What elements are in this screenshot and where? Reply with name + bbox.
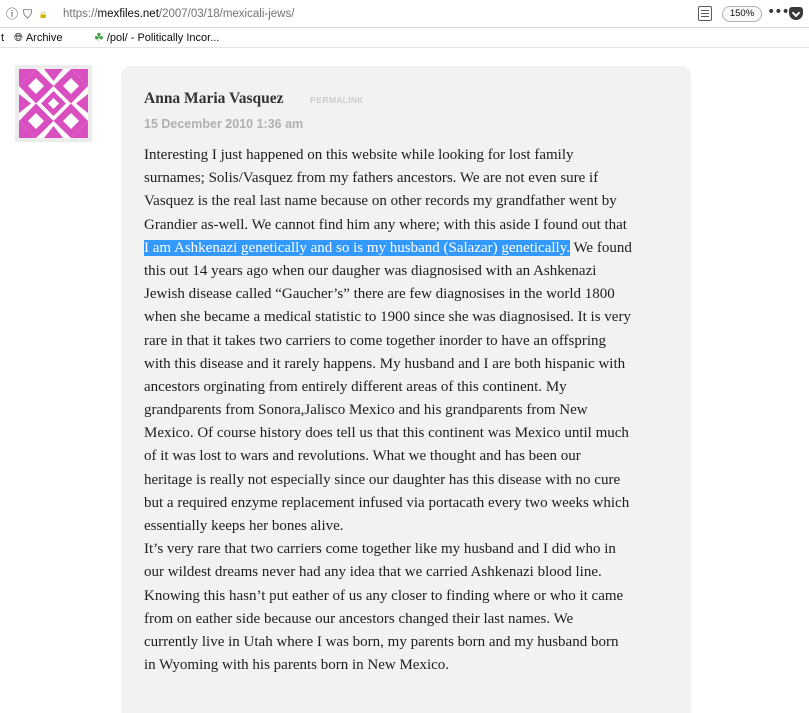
comment-line-highlighted [144, 237, 684, 260]
lock-warning-icon[interactable]: 🔒︎ [40, 7, 47, 21]
comment-line: of it was lost to wars and revolutions. What we thought and has been our [144, 448, 581, 465]
comment-line: this out 14 years ago when our daugher was diagnosised with an Ashkenazi [144, 262, 597, 279]
comment-line: with this disease and it rarely happens. My husband and I are both hispanic with [144, 355, 626, 372]
bookmark-item[interactable]: t [1, 32, 5, 44]
comment-line: from on eather side because our ancestors changed their last names. We [144, 610, 574, 627]
comment-line: It’s very rare that two carriers come together like my husband and I did who in [144, 541, 616, 558]
comment-body [144, 144, 684, 677]
url-text[interactable]: https://mexfiles.net/2007/03/18/mexicali-jews/ [63, 8, 295, 20]
comment-line: Mexico. Of course history does tell us that this continent was Mexico until much [144, 425, 629, 442]
bookmark-archive[interactable]: 🌐︎ Archive [14, 31, 63, 44]
info-icon[interactable]: ⓘ [6, 7, 19, 21]
comment-line: Jewish disease called “Gaucher’s” there are few diagnosises in the world 1800 [144, 286, 615, 303]
bookmark-pol[interactable]: ☘ /pol/ - Politically Incor... [94, 31, 220, 44]
comment-date: 15 December 2010 1:36 am [144, 117, 304, 131]
comment-line: but a required enzyme replacement infused via portacath every two weeks which [144, 494, 630, 511]
comment-author[interactable]: Anna Maria Vasquez [144, 90, 284, 107]
globe-icon: 🌐︎ [14, 31, 23, 44]
comment-line: Interesting I just happened on this website while looking for lost family [144, 147, 574, 163]
shield-icon[interactable]: ⛉ [23, 7, 33, 21]
avatar [15, 65, 92, 142]
comment-line: in Wyoming with his parents born in New Mexico. [144, 657, 450, 674]
zoom-indicator[interactable]: 150% [722, 6, 762, 22]
clover-icon: ☘ [94, 31, 104, 44]
comment-line: heritage is really not especially since our daughter has this disease with no cure [144, 471, 621, 488]
url-bar[interactable] [0, 0, 809, 28]
comment-line: surnames; Solis/Vasquez from my fathers ancestors. We are not even sure if [144, 170, 599, 187]
comment-line: our wildest dreams never had any idea that we carried Ashkenazi blood line. [144, 564, 602, 581]
reader-view-icon[interactable] [698, 6, 712, 21]
comment-line: essentially keeps her bones alive. [144, 518, 344, 534]
permalink-link[interactable]: PERMALINK [310, 95, 364, 105]
selected-text[interactable]: I am Ashkenazi genetically and so is my husband (Salazar) genetically. [144, 239, 570, 256]
comment-line: currently live in Utah where I was born, my parents born and my husband born [144, 633, 619, 650]
comment-line: ancestors orginating from entirely different areas of this continent. My [144, 378, 567, 395]
bookmarks-bar [0, 28, 809, 48]
more-icon[interactable]: ••• [767, 4, 789, 20]
comment-line: grandparents from Sonora,Jalisco Mexico and his grandparents from New [144, 402, 588, 419]
comment-line: Knowing this hasn’t put eather of us any closer to finding where or who it came [144, 587, 624, 604]
identicon-image [19, 69, 88, 138]
pocket-icon[interactable] [789, 7, 803, 20]
comment-line: Vasquez is the real last name because on other records my grandfather went by [144, 193, 617, 210]
comment-line: rare in that it takes two carriers to come together inorder to have an offspring [144, 332, 607, 349]
comment-line: when she became a medical statistic to 1900 since she was diagnosised. It is very [144, 309, 631, 326]
comment-line: Grandier as-well. We cannot find him any where; with this aside I found out that [144, 216, 627, 233]
comment-text: We found [569, 239, 632, 256]
